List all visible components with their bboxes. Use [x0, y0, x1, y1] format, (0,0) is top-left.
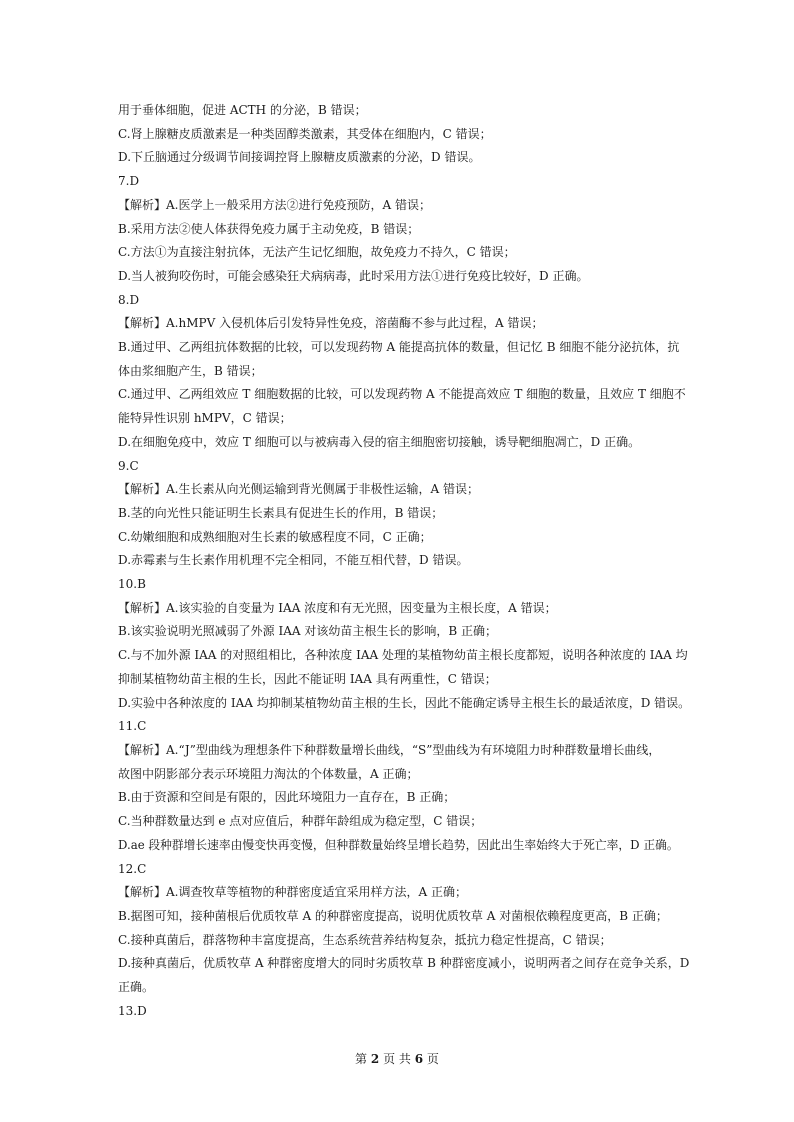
- text-line: B.该实验说明光照减弱了外源 IAA 对该幼苗主根生长的影响，B 正确；: [118, 624, 497, 639]
- text-line: C.当种群数量达到 e 点对应值后，种群年龄组成为稳定型，C 错误；: [118, 814, 483, 829]
- text-line: D.赤霉素与生长素作用机理不完全相同，不能互相代替，D 错误。: [118, 553, 469, 568]
- text-line: 【解析】A.调查牧草等植物的种群密度适宜采用样方法，A 正确；: [118, 885, 467, 900]
- text-line: B.据图可知，接种菌根后优质牧草 A 的种群密度提高，说明优质牧草 A 对菌根依赖程度更高，B 正确；: [118, 908, 668, 923]
- document-body: [118, 99, 691, 1023]
- text-line: 能特异性识别 hMPV，C 错误；: [118, 411, 292, 426]
- text-line: C.方法①为直接注射抗体，无法产生记忆细胞，故免疫力不持久，C 错误；: [118, 245, 516, 260]
- text-line: C.接种真菌后，群落物种丰富度提高，生态系统营养结构复杂，抵抗力稳定性提高，C 错误；: [118, 932, 612, 947]
- text-line: 【解析】A.该实验的自变量为 IAA 浓度和有无光照，因变量为主根长度，A 错误；: [118, 600, 557, 615]
- text-line: D.下丘脑通过分级调节间接调控肾上腺糖皮质激素的分泌，D 错误。: [118, 150, 481, 165]
- text-line: 故图中阴影部分表示环境阻力淘汰的个体数量，A 正确；: [118, 766, 419, 781]
- page-footer: [0, 1050, 794, 1067]
- text-line: D.接种真菌后，优质牧草 A 种群密度增大的同时劣质牧草 B 种群密度减小，说明两者之间存在竞争关系，D: [118, 956, 690, 971]
- text-line: D.实验中各种浓度的 IAA 均抑制某植物幼苗主根的生长，因此不能确定诱导主根生长的最适浓度，D 错误。: [118, 695, 691, 710]
- text-line: D.在细胞免疫中，效应 T 细胞可以与被病毒入侵的宿主细胞密切接触，诱导靶细胞凋亡，D 正确。: [118, 434, 641, 449]
- text-line: C.肾上腺糖皮质激素是一种类固醇类激素，其受体在细胞内，C 错误；: [118, 126, 492, 141]
- answer-line: 13.D: [118, 1003, 147, 1018]
- text-line: B.通过甲、乙两组抗体数据的比较，可以发现药物 A 能提高抗体的数量，但记忆 B 细胞不能分泌抗体，抗: [118, 340, 680, 355]
- text-line: D.ae 段种群增长速率由慢变快再变慢，但种群数量始终呈增长趋势，因此出生率始终大于死亡率，D 正确。: [118, 837, 679, 852]
- text-line: 【解析】A.“J”型曲线为理想条件下种群数量增长曲线，“S”型曲线为有环境阻力时种群数量增长曲线，: [118, 742, 661, 757]
- text-line: B.茎的向光性只能证明生长素具有促进生长的作用，B 错误；: [118, 505, 444, 520]
- answer-line: 8.D: [118, 292, 140, 307]
- page-number: 2: [370, 1052, 380, 1066]
- footer-middle: 页 共: [383, 1052, 411, 1066]
- text-line: 【解析】A.hMPV 入侵机体后引发特异性免疫，溶菌酶不参与此过程，A 错误；: [118, 316, 544, 331]
- text-line: B.由于资源和空间是有限的，因此环境阻力一直存在，B 正确；: [118, 790, 456, 805]
- text-line: C.幼嫩细胞和成熟细胞对生长素的敏感程度不同，C 正确；: [118, 529, 432, 544]
- footer-suffix: 页: [426, 1052, 439, 1066]
- text-line: D.当人被狗咬伤时，可能会感染狂犬病病毒，此时采用方法①进行免疫比较好，D 正确。: [118, 268, 589, 283]
- page-total: 6: [414, 1052, 424, 1066]
- text-line: 体由浆细胞产生，B 错误；: [118, 363, 263, 378]
- answer-line: 7.D: [118, 174, 140, 189]
- text-line: 【解析】A.医学上一般采用方法②进行免疫预防，A 错误；: [118, 197, 431, 212]
- text-line: 抑制某植物幼苗主根的生长，因此不能证明 IAA 具有两重性，C 错误；: [118, 671, 497, 686]
- footer-prefix: 第: [355, 1052, 368, 1066]
- text-line: 【解析】A.生长素从向光侧运输到背光侧属于非极性运输，A 错误；: [118, 482, 479, 497]
- text-line: B.采用方法②使人体获得免疫力属于主动免疫，B 错误；: [118, 221, 420, 236]
- text-line: 正确。: [118, 980, 155, 995]
- answer-line: 12.C: [118, 861, 147, 876]
- text-line: C.通过甲、乙两组效应 T 细胞数据的比较，可以发现药物 A 不能提高效应 T 细胞的数量，且效应 T 细胞不: [118, 387, 686, 402]
- answer-line: 9.C: [118, 458, 139, 473]
- answer-line: 10.B: [118, 577, 146, 592]
- answer-line: 11.C: [118, 719, 147, 734]
- text-line: C.与不加外源 IAA 的对照组相比，各种浓度 IAA 处理的某植物幼苗主根长度都短，说明各种浓度的 IAA 均: [118, 648, 688, 663]
- text-line: 用于垂体细胞，促进 ACTH 的分泌，B 错误；: [118, 103, 367, 117]
